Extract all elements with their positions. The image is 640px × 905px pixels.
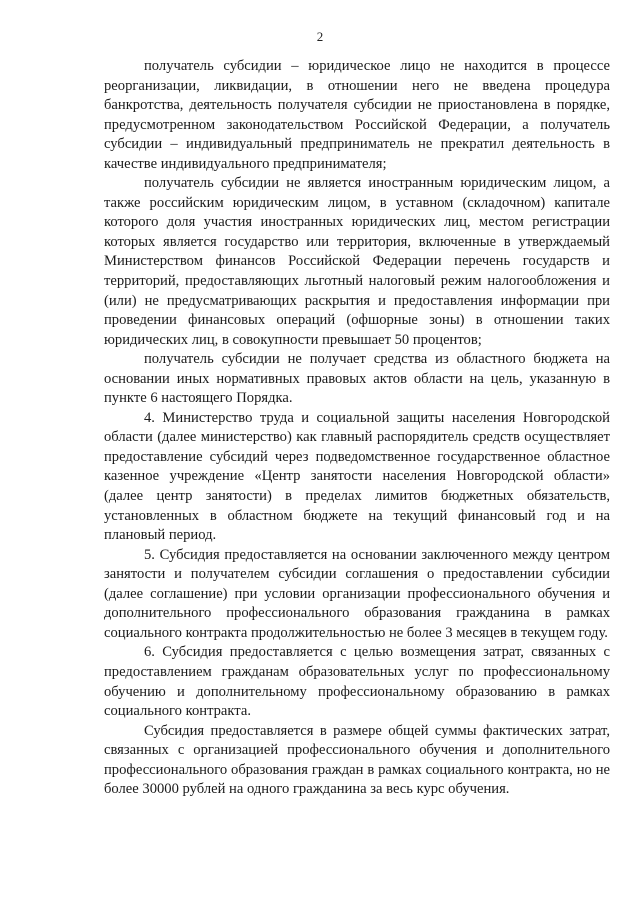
document-body xyxy=(104,57,610,800)
paragraph-4-ministry: 4. Министерство труда и социальной защиты населения Новгородской области (далее министерство) как главный распорядитель средств осуществляет предоставление субсидий через подведомственное государственное областное казенное учреждение «Центр занятости населения Новгородской области» (далее центр занятости) в пределах лимитов бюджетных обязательств, установленных в областном бюджете на текущий финансовый год и на плановый период. xyxy=(104,409,610,544)
paragraph-recipient-status: получатель субсидии – юридическое лицо не находится в процессе реорганизации, ликвидации, в отношении него не введена процедура банкротства, деятельность получателя субсидии не приостановлена в порядке, предусмотренном законодательством Российской Федерации, а получатель субсидии – индивидуальный предприниматель не прекратил деятельность в качестве индивидуального предпринимателя; xyxy=(104,58,610,172)
paragraph-foreign-entity: получатель субсидии не является иностранным юридическим лицом, а также российским юридическим лицом, в уставном (складочном) капитале которого доля участия иностранных юридических лиц, местом регистрации которых является государство или территория, включенные в утверждаемый Министерством финансов Российской Федерации перечень государств и территорий, предоставляющих льготный налоговый режим налогообложения и (или) не предусматривающих раскрытия и предоставления информации при проведении финансовых операций (офшорные зоны) в отношении таких юридических лиц, в совокупности превышает 50 процентов; xyxy=(104,175,610,348)
page-number: 2 xyxy=(316,29,324,44)
paragraph-5-agreement: 5. Субсидия предоставляется на основании заключенного между центром занятости и получателем субсидии соглашения о предоставлении субсидии (далее соглашение) при условии организации профессионального обучения и дополнительного профессионального образования гражданина в рамках социального контракта продолжительностью не более 3 месяцев в текущем году. xyxy=(104,546,610,641)
paragraph-subsidy-amount: Субсидия предоставляется в размере общей суммы фактических затрат, связанных с организацией профессионального обучения и дополнительного профессионального образования граждан в рамках социального контракта, но не более 30000 рублей на одного гражданина за весь курс обучения. xyxy=(104,722,610,798)
paragraph-6-purpose: 6. Субсидия предоставляется с целью возмещения затрат, связанных с предоставлением гражданам образовательных услуг по профессиональному обучению и дополнительному профессиональному образованию в рамках социального контракта. xyxy=(104,644,610,720)
paragraph-no-other-funds: получатель субсидии не получает средства из областного бюджета на основании иных нормативных правовых актов области на цель, указанную в пункте 6 настоящего Порядка. xyxy=(104,351,610,407)
